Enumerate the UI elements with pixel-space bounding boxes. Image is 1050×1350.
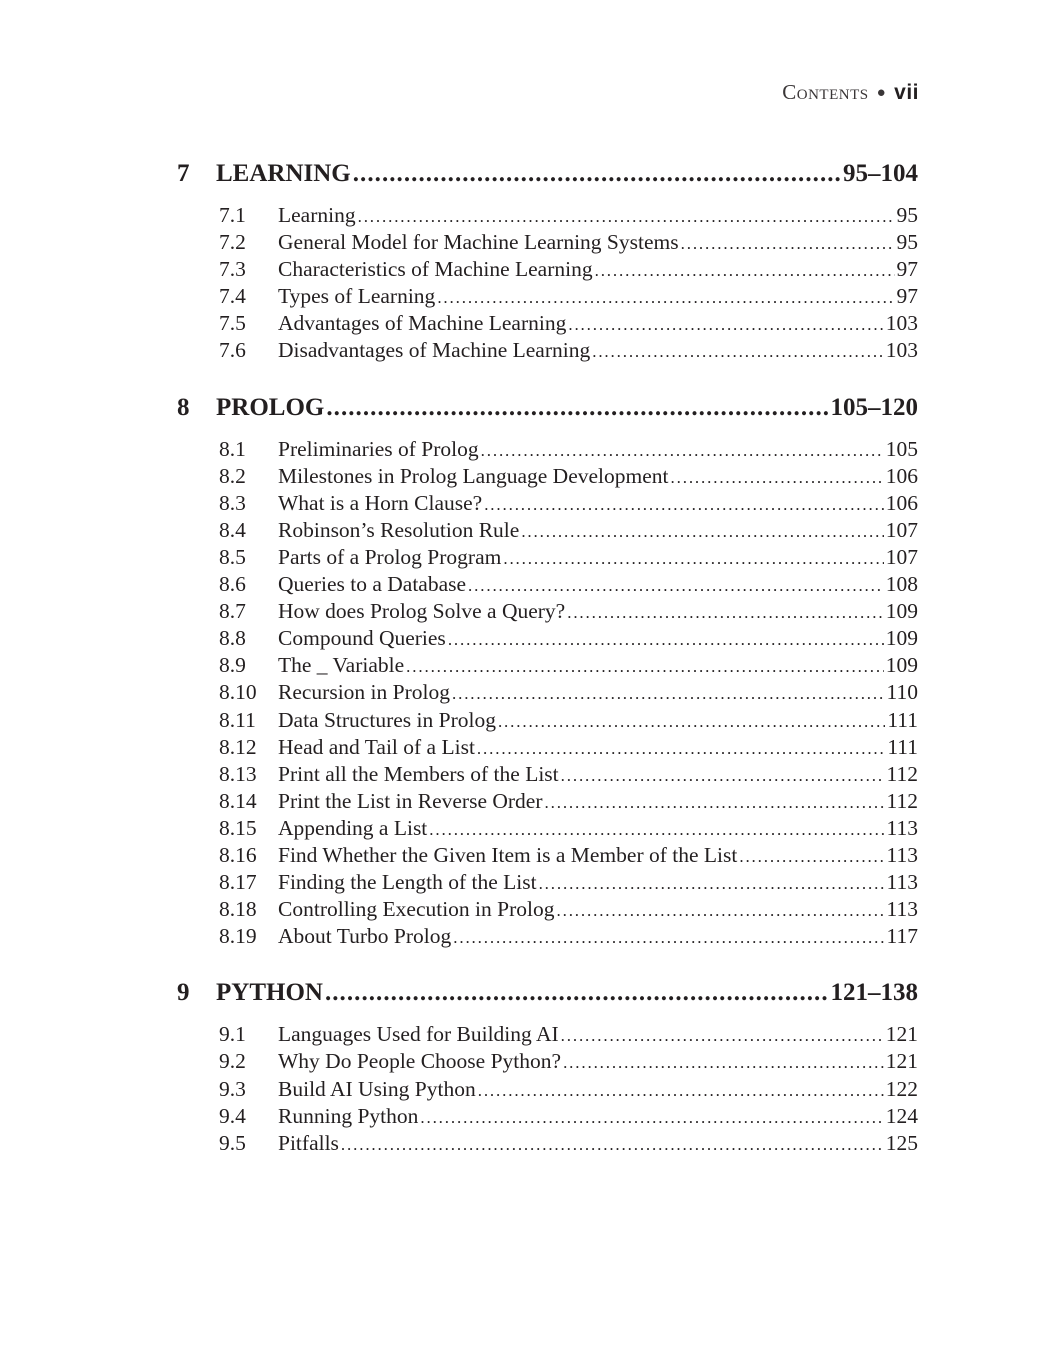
dot-leader bbox=[468, 571, 884, 599]
section-number: 8.11 bbox=[219, 707, 256, 732]
toc-entry[interactable] bbox=[219, 310, 918, 337]
section-title: Data Structures in Prolog bbox=[278, 707, 496, 732]
dot-leader bbox=[563, 1048, 884, 1076]
section-page: 95 bbox=[896, 230, 918, 255]
toc-entry[interactable] bbox=[219, 707, 918, 734]
toc-entry[interactable] bbox=[219, 463, 918, 490]
section-number: 8.14 bbox=[219, 788, 257, 813]
toc-entry[interactable] bbox=[219, 256, 918, 283]
chapter-9 bbox=[177, 979, 918, 1156]
dot-leader bbox=[453, 923, 884, 951]
section-number: 7.4 bbox=[219, 284, 246, 309]
section-title: Preliminaries of Prolog bbox=[278, 436, 479, 461]
section-number: 8.15 bbox=[219, 815, 257, 840]
section-page: 110 bbox=[886, 680, 918, 705]
section-title: General Model for Machine Learning Systems bbox=[278, 230, 679, 255]
section-page: 121 bbox=[885, 1022, 918, 1047]
section-title: Queries to a Database bbox=[278, 572, 467, 597]
section-title: What is a Horn Clause? bbox=[278, 490, 483, 515]
toc-entry[interactable] bbox=[219, 761, 918, 788]
section-page: 106 bbox=[885, 490, 918, 515]
toc-entry[interactable] bbox=[219, 1048, 918, 1075]
section-page: 103 bbox=[885, 311, 918, 336]
chapter-heading[interactable] bbox=[177, 979, 918, 1017]
chapter-page-range: 95–104 bbox=[843, 160, 918, 187]
section-title: Controlling Execution in Prolog bbox=[278, 897, 555, 922]
running-head bbox=[782, 80, 919, 105]
section-number: 9.1 bbox=[219, 1022, 246, 1047]
section-title: Head and Tail of a List bbox=[278, 734, 475, 759]
section-page: 111 bbox=[887, 734, 918, 759]
section-title: Compound Queries bbox=[278, 626, 446, 651]
section-number: 8.16 bbox=[219, 842, 257, 867]
section-title: Robinson’s Resolution Rule bbox=[278, 517, 520, 542]
section-page: 112 bbox=[886, 761, 918, 786]
chapter-8 bbox=[177, 394, 918, 951]
dot-leader bbox=[671, 463, 884, 491]
section-title: Finding the Length of the List bbox=[278, 870, 537, 895]
section-number: 8.3 bbox=[219, 490, 246, 515]
section-number: 9.4 bbox=[219, 1103, 246, 1128]
dot-leader bbox=[437, 283, 894, 311]
chapter-number: 8 bbox=[177, 393, 190, 421]
section-page: 113 bbox=[886, 815, 918, 840]
dot-leader bbox=[326, 394, 828, 422]
section-page: 113 bbox=[886, 842, 918, 867]
section-number: 7.2 bbox=[219, 230, 246, 255]
section-page: 105 bbox=[885, 436, 918, 461]
dot-leader bbox=[481, 436, 884, 464]
section-page: 117 bbox=[886, 924, 918, 949]
section-title: Build AI Using Python bbox=[278, 1076, 476, 1101]
chapter-page-range: 105–120 bbox=[830, 393, 918, 421]
toc-entry[interactable] bbox=[219, 544, 918, 571]
dot-leader bbox=[561, 761, 885, 789]
dot-leader bbox=[341, 1130, 884, 1158]
section-title: Types of Learning bbox=[278, 284, 436, 309]
section-title: Find Whether the Given Item is a Member of the List bbox=[278, 842, 738, 867]
dot-leader bbox=[353, 160, 841, 188]
section-title: Print the List in Reverse Order bbox=[278, 788, 543, 813]
toc-entry[interactable] bbox=[219, 1103, 918, 1130]
toc-entry[interactable] bbox=[219, 1130, 918, 1157]
section-number: 8.6 bbox=[219, 572, 246, 597]
section-number: 8.18 bbox=[219, 897, 257, 922]
section-number: 8.19 bbox=[219, 924, 257, 949]
chapter-page-range: 121–138 bbox=[830, 979, 918, 1007]
toc-entry[interactable] bbox=[219, 625, 918, 652]
dot-leader bbox=[452, 679, 885, 707]
toc-entry[interactable] bbox=[219, 517, 918, 544]
toc-entry[interactable] bbox=[219, 1021, 918, 1048]
section-title: Learning bbox=[278, 203, 356, 227]
dot-leader bbox=[561, 1021, 884, 1049]
section-page: 107 bbox=[885, 517, 918, 542]
toc-entry[interactable] bbox=[219, 679, 918, 706]
chapter-7 bbox=[177, 160, 918, 365]
section-number: 8.7 bbox=[219, 599, 246, 624]
dot-leader bbox=[477, 734, 885, 762]
section-number: 8.17 bbox=[219, 870, 257, 895]
dot-leader bbox=[498, 707, 885, 735]
section-number: 8.9 bbox=[219, 653, 246, 678]
toc-entry[interactable] bbox=[219, 598, 918, 625]
dot-leader bbox=[420, 1103, 883, 1131]
section-title: Milestones in Prolog Language Development bbox=[278, 463, 669, 488]
section-page: 112 bbox=[886, 788, 918, 813]
section-title: Pitfalls bbox=[278, 1130, 339, 1155]
section-number: 7.3 bbox=[219, 257, 246, 282]
section-title: Recursion in Prolog bbox=[278, 680, 450, 705]
section-page: 108 bbox=[885, 572, 918, 597]
toc-entry[interactable] bbox=[219, 436, 918, 463]
toc-entry[interactable] bbox=[219, 229, 918, 256]
section-number: 8.8 bbox=[219, 626, 246, 651]
section-page: 124 bbox=[885, 1103, 918, 1128]
section-title: Advantages of Machine Learning bbox=[278, 311, 567, 336]
dot-leader bbox=[503, 544, 883, 572]
section-page: 109 bbox=[885, 653, 918, 678]
toc-entry[interactable] bbox=[219, 202, 918, 229]
toc-entry[interactable] bbox=[219, 337, 918, 364]
dot-leader bbox=[521, 517, 883, 545]
toc-entry[interactable] bbox=[219, 734, 918, 761]
toc-entry[interactable] bbox=[219, 652, 918, 679]
section-page: 103 bbox=[885, 338, 918, 363]
section-page: 122 bbox=[885, 1076, 918, 1101]
dot-leader bbox=[484, 490, 884, 518]
section-list bbox=[177, 436, 918, 951]
section-number: 8.5 bbox=[219, 544, 246, 569]
dot-leader bbox=[592, 337, 884, 365]
chapter-title: PROLOG bbox=[216, 393, 325, 421]
section-list bbox=[177, 202, 918, 365]
section-title: Why Do People Choose Python? bbox=[278, 1049, 562, 1074]
toc-entry[interactable] bbox=[219, 815, 918, 842]
section-title: Characteristics of Machine Learning bbox=[278, 257, 593, 282]
section-number: 8.10 bbox=[219, 680, 257, 705]
toc-entry[interactable] bbox=[219, 571, 918, 598]
toc-entry[interactable] bbox=[219, 923, 918, 950]
bullet-separator: ● bbox=[876, 85, 887, 101]
section-list bbox=[177, 1021, 918, 1156]
section-page: 97 bbox=[896, 257, 918, 282]
section-title: About Turbo Prolog bbox=[278, 924, 452, 949]
section-number: 7.6 bbox=[219, 338, 246, 363]
section-number: 9.2 bbox=[219, 1049, 246, 1074]
section-title: How does Prolog Solve a Query? bbox=[278, 599, 566, 624]
dot-leader bbox=[568, 310, 883, 338]
dot-leader bbox=[358, 202, 895, 230]
section-number: 9.5 bbox=[219, 1130, 246, 1155]
section-page: 95 bbox=[896, 203, 918, 227]
section-page: 113 bbox=[886, 870, 918, 895]
section-page: 107 bbox=[885, 544, 918, 569]
section-number: 7.5 bbox=[219, 311, 246, 336]
section-page: 125 bbox=[885, 1130, 918, 1155]
dot-leader bbox=[567, 598, 884, 626]
toc-entry[interactable] bbox=[219, 283, 918, 310]
section-title: Disadvantages of Machine Learning bbox=[278, 338, 591, 363]
dot-leader bbox=[539, 869, 885, 897]
chapter-number: 9 bbox=[177, 979, 190, 1007]
section-title: Appending a List bbox=[278, 815, 428, 840]
section-title: Running Python bbox=[278, 1103, 419, 1128]
section-title: Parts of a Prolog Program bbox=[278, 544, 502, 569]
dot-leader bbox=[739, 842, 884, 870]
section-number: 8.1 bbox=[219, 436, 246, 461]
section-title: Print all the Members of the List bbox=[278, 761, 559, 786]
toc-entry[interactable] bbox=[219, 842, 918, 869]
chapter-heading[interactable] bbox=[177, 394, 918, 432]
toc-entry[interactable] bbox=[219, 490, 918, 517]
section-number: 8.4 bbox=[219, 517, 246, 542]
page-number: vii bbox=[894, 81, 919, 104]
chapter-title: LEARNING bbox=[216, 160, 351, 187]
dot-leader bbox=[478, 1076, 884, 1104]
dot-leader bbox=[681, 229, 895, 257]
chapter-title: PYTHON bbox=[216, 979, 323, 1007]
section-number: 8.2 bbox=[219, 463, 246, 488]
dot-leader bbox=[595, 256, 895, 284]
dot-leader bbox=[429, 815, 884, 843]
toc-entry[interactable] bbox=[219, 869, 918, 896]
section-page: 121 bbox=[885, 1049, 918, 1074]
dot-leader bbox=[448, 625, 884, 653]
toc-entry[interactable] bbox=[219, 1076, 918, 1103]
chapter-number: 7 bbox=[177, 160, 190, 187]
section-number: 8.13 bbox=[219, 761, 257, 786]
section-page: 113 bbox=[886, 897, 918, 922]
section-page: 111 bbox=[887, 707, 918, 732]
section-page: 97 bbox=[896, 284, 918, 309]
running-head-label: Contents bbox=[782, 80, 869, 104]
toc-entry[interactable] bbox=[219, 896, 918, 923]
section-title: Languages Used for Building AI bbox=[278, 1022, 559, 1047]
section-number: 8.12 bbox=[219, 734, 257, 759]
dot-leader bbox=[557, 896, 885, 924]
chapter-heading[interactable] bbox=[177, 160, 918, 198]
section-number: 9.3 bbox=[219, 1076, 246, 1101]
toc-entry[interactable] bbox=[219, 788, 918, 815]
table-of-contents bbox=[177, 160, 918, 1157]
section-page: 109 bbox=[885, 626, 918, 651]
dot-leader bbox=[545, 788, 885, 816]
section-page: 106 bbox=[885, 463, 918, 488]
dot-leader bbox=[325, 979, 829, 1007]
section-page: 109 bbox=[885, 599, 918, 624]
section-title: The _ Variable bbox=[278, 653, 405, 678]
dot-leader bbox=[406, 652, 884, 680]
section-number: 7.1 bbox=[219, 203, 246, 227]
